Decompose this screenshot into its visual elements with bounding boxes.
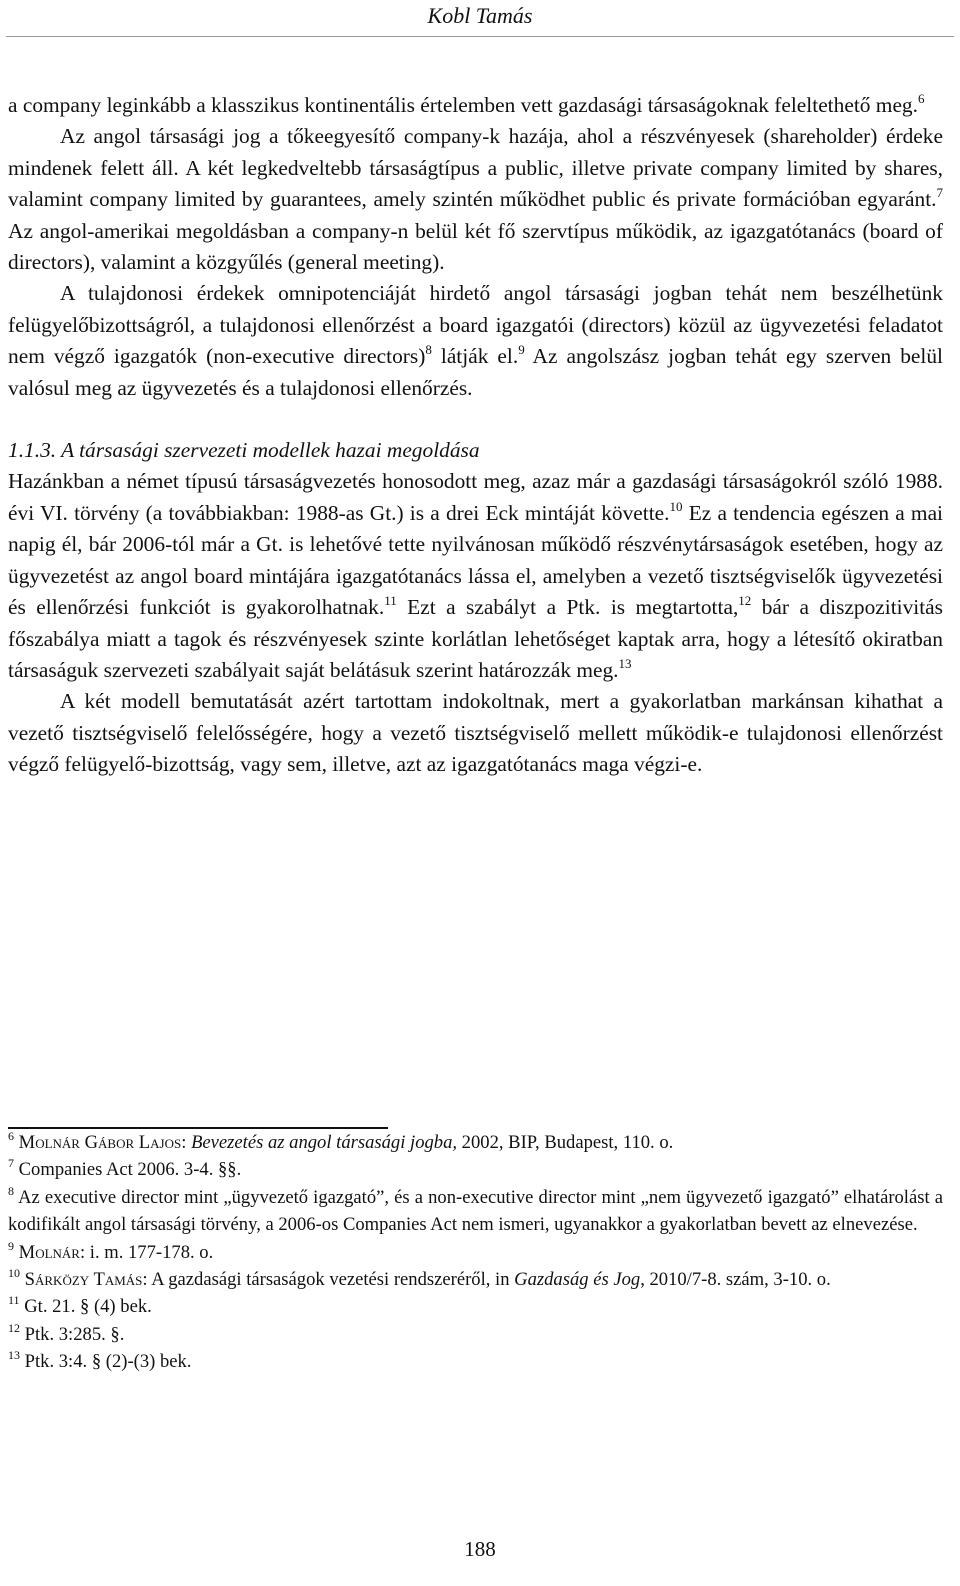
footnote-author: Molnár: (18, 1241, 86, 1263)
footnote-text: Companies Act 2006. 3-4. §§. (18, 1159, 242, 1181)
paragraph-4 (8, 466, 943, 686)
footnote-8 (8, 1184, 943, 1239)
paragraph-2-text-b: Az angol-amerikai megoldásban a company-n belül két fő szervtípus működik, az igazgatótanács (board of directors), valamint a közgyűlés (general meeting). (8, 218, 943, 275)
footnote-number: 12 (8, 1320, 20, 1335)
footnote-text: 2002, BIP, Budapest, 110. o. (457, 1132, 674, 1153)
footnote-text: Ptk. 3:4. § (2)-(3) bek. (24, 1351, 192, 1373)
paragraph-3 (8, 278, 943, 404)
paragraph-2 (8, 121, 943, 278)
footnotes (8, 1129, 943, 1376)
footnote-11 (8, 1293, 943, 1320)
footnote-number: 7 (8, 1156, 14, 1171)
header-rule (6, 36, 954, 37)
footnote-number: 6 (8, 1129, 14, 1143)
footnote-6 (8, 1129, 943, 1156)
footnote-ref-6[interactable]: 6 (917, 91, 925, 106)
footnote-ref-9[interactable]: 9 (518, 342, 525, 358)
footnote-10 (8, 1266, 943, 1293)
footnote-ref-7[interactable]: 7 (936, 185, 943, 201)
footnote-title: Bevezetés az angol társasági jogba, (191, 1132, 458, 1153)
footnote-text: i. m. 177-178. o. (85, 1241, 214, 1263)
paragraph-1 (8, 90, 943, 121)
footnote-13 (8, 1348, 943, 1375)
section-heading: 1.1.3. A társasági szervezeti modellek hazai megoldása (8, 438, 480, 463)
paragraph-1-text: a company leginkább a klasszikus kontinentális értelemben vett gazdasági társaságoknak feleltethető meg. (8, 93, 918, 117)
footnote-number: 13 (8, 1348, 20, 1363)
footnote-number: 9 (8, 1238, 14, 1253)
footnote-author: Molnár Gábor Lajos: (18, 1132, 187, 1153)
paragraph-3-text-c: Az angolszász jogban tehát egy szerven belül valósul meg az ügyvezetés és a tulajdonosi ellenőrzés. (8, 344, 943, 400)
main-body-text (8, 90, 943, 781)
page-number: 188 (464, 1537, 496, 1561)
footnote-number: 10 (8, 1266, 20, 1281)
footnote-number: 11 (8, 1293, 20, 1308)
footnote-ref-12[interactable]: 12 (738, 593, 752, 609)
paragraph-2-text-a: Az angol társasági jog a tőkeegyesítő company-k hazája, ahol a részvényesek (shareholder) érdeke mindenek felett áll. A két legkedveltebb társaságtípus a public, illetve private company limited by shares, valamint company limited by guarantees, amely szintén működhet public és private formációban egyaránt. (8, 124, 943, 212)
footnote-number: 8 (8, 1183, 14, 1198)
paragraph-4-text-c: Ezt a szabályt a Ptk. is megtartotta, (396, 595, 739, 620)
paragraph-4-text-b: Ez a tendencia egészen a mai napig él, bár 2006-tól már a Gt. is lehetővé tette nyilvánosan működő részvénytársaságok esetében, hogy az ügyvezetést az angol board mintájára igazgatótanács lássa el, amelyben a vezető tisztségviselők ügyvezetési és ellenőrzési funkciót is gyakorolhatnak. (8, 500, 944, 620)
footnote-ref-13[interactable]: 13 (618, 655, 632, 671)
footnote-ref-10[interactable]: 10 (669, 498, 683, 514)
footnote-9 (8, 1239, 943, 1266)
paragraph-4-text-d: bár a diszpozitivitás főszabálya miatt a tagok és részvényesek szinte korlátlan lehetőséget kaptak arra, hogy a létesítő okiratban társaságuk szervezeti szabályait saját belátásuk szerint határozzák meg. (8, 595, 943, 682)
footnote-text: A gazdasági társaságok vezetési rendszeréről, in (147, 1269, 515, 1291)
footnote-text: Gt. 21. § (4) bek. (24, 1296, 152, 1318)
footnote-ref-11[interactable]: 11 (384, 593, 397, 609)
paragraph-5 (8, 686, 943, 780)
footnote-text: Az executive director mint „ügyvezető igazgató”, és a non-executive director mint „nem ügyvezető igazgató” elhatárolást a kodifikált angol társasági törvény, a 2006-os Companies Act nem ismeri, ugyanakkor a gyakorlatban bevett az elnevezése. (8, 1186, 943, 1236)
footnote-text: , 2010/7-8. szám, 3-10. o. (640, 1269, 831, 1291)
paragraph-5-text: A két modell bemutatását azért tartottam indokoltnak, mert a gyakorlatban markánsan kihathat a vezető tisztségviselő felelősségére, hogy a vezető tisztségviselő mellett működik-e tulajdonosi ellenőrzést végző felügyelő-bizottság, vagy sem, illetve, azt az igazgatótanács maga végzi-e. (8, 689, 943, 777)
footnote-journal: Gazdaság és Jog (514, 1269, 641, 1291)
running-header: Kobl Tamás (427, 3, 533, 28)
footnote-12 (8, 1321, 943, 1348)
footnote-text: Ptk. 3:285. §. (24, 1323, 125, 1345)
footnote-7 (8, 1156, 943, 1183)
paragraph-3-text-a: A tulajdonosi érdekek omnipotenciáját hirdető angol társasági jogban tehát nem beszélhetünk felügyelőbizottságról, a tulajdonosi ellenőrzést a board igazgatói (directors) közül az ügyvezetési feladatot nem végző igazgatók (non-executive directors) (8, 281, 943, 369)
paragraph-4-text-a: Hazánkban a német típusú társaságvezetés honosodott meg, azaz már a gazdasági társaságokról szóló 1988. évi VI. törvény (a továbbiakban: 1988-as Gt.) is a drei Eck mintáját követte. (8, 469, 943, 525)
footnote-ref-8[interactable]: 8 (425, 342, 432, 358)
footnote-author: Sárközy Tamás: (24, 1269, 148, 1291)
paragraph-3-text-b: látják el. (431, 344, 519, 369)
